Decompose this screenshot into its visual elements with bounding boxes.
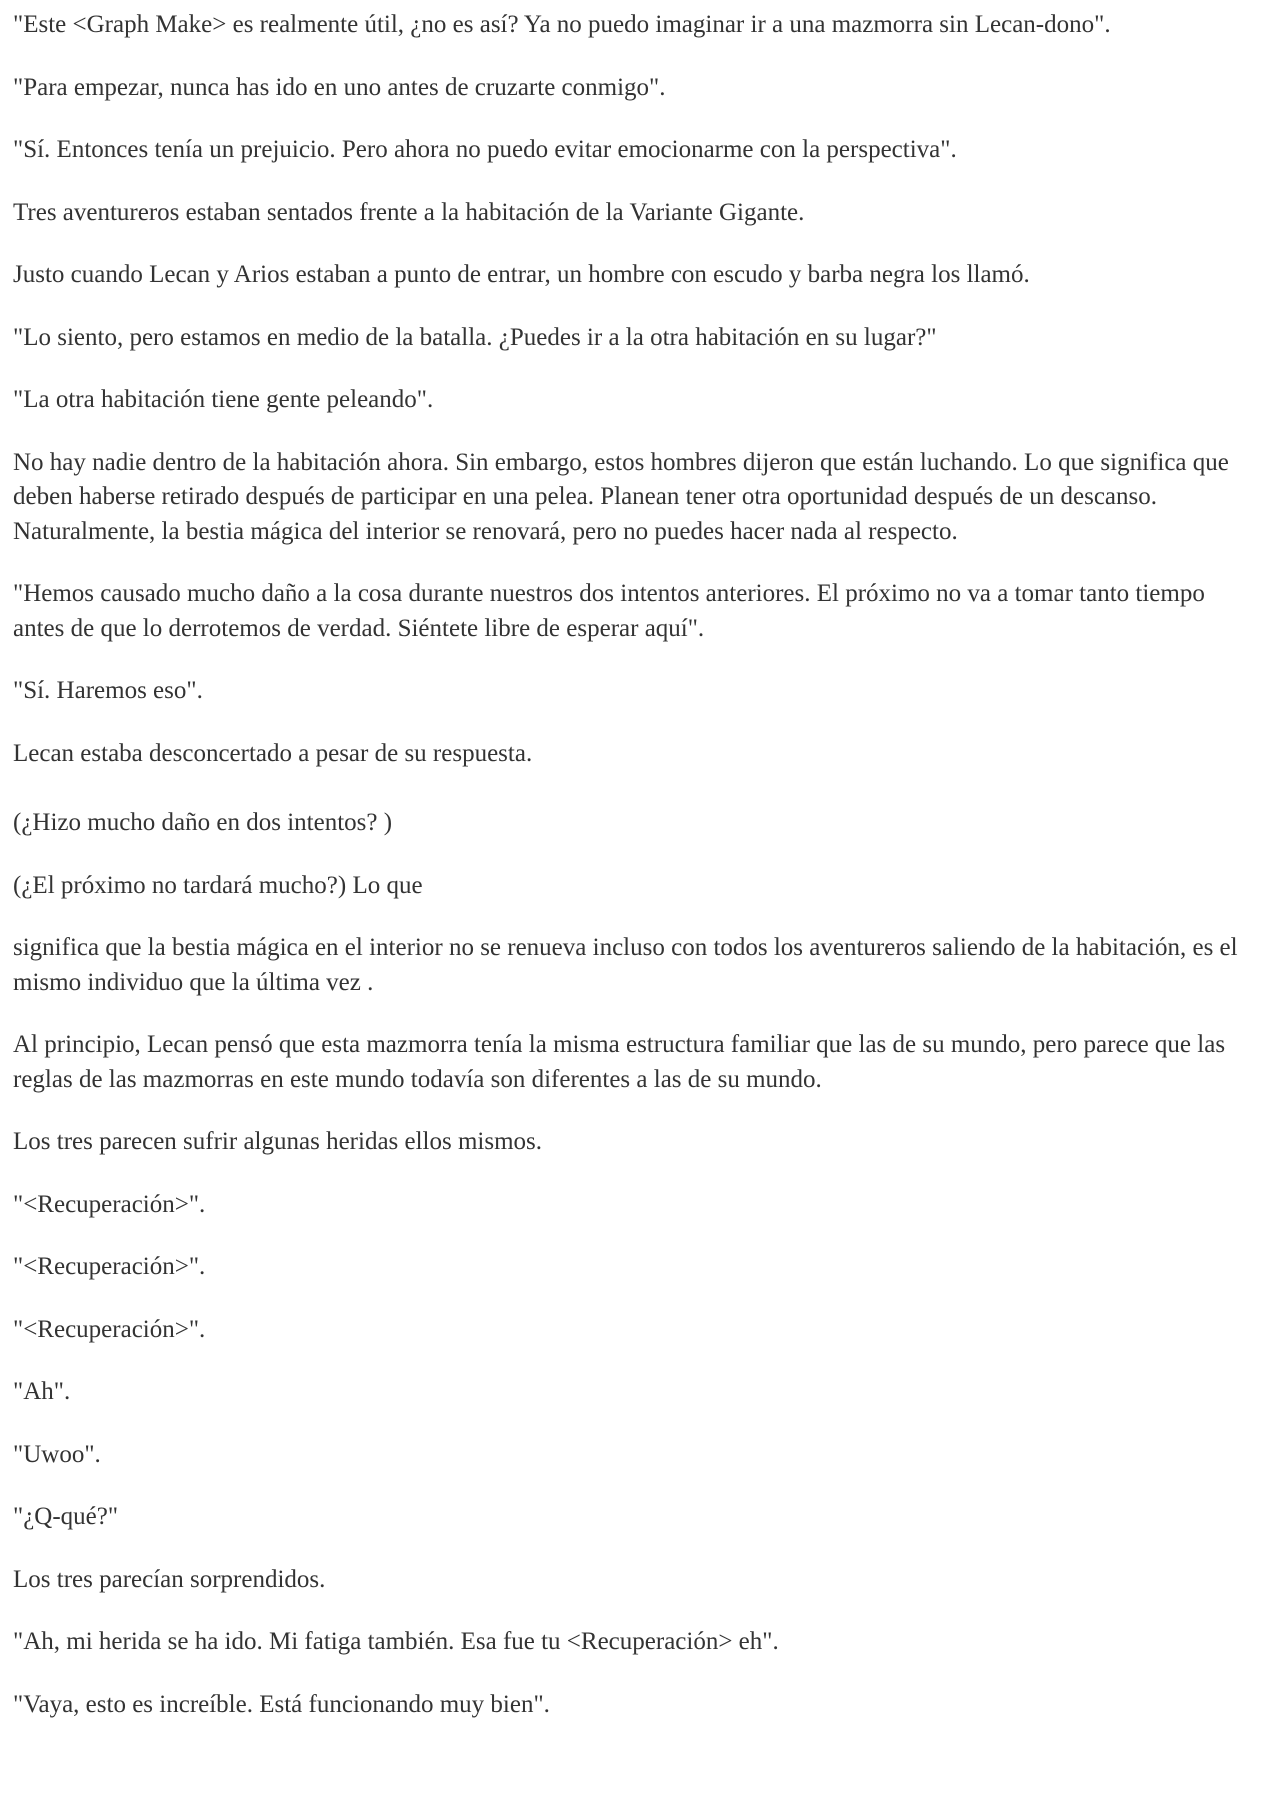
paragraph: "Hemos causado mucho daño a la cosa durante nuestros dos intentos anteriores. El próximo no va a tomar tanto tiempo antes de que lo derrotemos de verdad. Siéntete libre de esperar aquí".: [13, 580, 1205, 642]
paragraph: significa que la bestia mágica en el interior no se renueva incluso con todos los aventureros saliendo de la habitación, es el mismo individuo que la última vez .: [13, 934, 1238, 996]
paragraph: "Lo siento, pero estamos en medio de la batalla. ¿Puedes ir a la otra habitación en su lugar?": [13, 323, 937, 351]
paragraph: "Para empezar, nunca has ido en uno antes de cruzarte conmigo".: [13, 73, 666, 101]
paragraph: "Sí. Haremos eso".: [13, 677, 203, 704]
paragraph: "<Recuperación>".: [13, 1315, 206, 1343]
paragraph: (¿El próximo no tardará mucho?) Lo que: [13, 871, 423, 899]
paragraph: "Vaya, esto es increíble. Está funcionando muy bien".: [13, 1690, 550, 1718]
paragraph: Justo cuando Lecan y Arios estaban a punto de entrar, un hombre con escudo y barba negra los llamó.: [13, 261, 1030, 288]
paragraph: "¿Q-qué?": [13, 1503, 119, 1530]
paragraph: "<Recuperación>".: [13, 1253, 206, 1280]
paragraph: "Ah".: [13, 1378, 71, 1405]
paragraph: Los tres parecen sufrir algunas heridas ellos mismos.: [13, 1128, 543, 1155]
paragraph: "Este <Graph Make> es realmente útil, ¿no es así? Ya no puedo imaginar ir a una mazmorra sin Lecan-dono".: [13, 11, 1111, 38]
paragraph: "<Recuperación>".: [13, 1190, 206, 1218]
paragraph: Lecan estaba desconcertado a pesar de su respuesta.: [13, 739, 533, 767]
paragraph: Tres aventureros estaban sentados frente a la habitación de la Variante Gigante.: [13, 198, 805, 226]
paragraph: Al principio, Lecan pensó que esta mazmorra tenía la misma estructura familiar que las de su mundo, pero parece que las reglas de las mazmorras en este mundo todavía son diferentes a las de su mundo.: [13, 1031, 1226, 1093]
paragraph: Los tres parecían sorprendidos.: [13, 1565, 326, 1593]
paragraph: (¿Hizo mucho daño en dos intentos? ): [13, 809, 393, 836]
paragraph: "La otra habitación tiene gente peleando".: [13, 386, 434, 413]
paragraph: "Sí. Entonces tenía un prejuicio. Pero ahora no puedo evitar emocionarme con la perspectiva".: [13, 136, 957, 163]
paragraph: "Ah, mi herida se ha ido. Mi fatiga también. Esa fue tu <Recuperación> eh".: [13, 1628, 779, 1655]
paragraph: "Uwoo".: [13, 1440, 101, 1468]
paragraph: No hay nadie dentro de la habitación ahora. Sin embargo, estos hombres dijeron que están luchando. Lo que significa que deben haberse retirado después de participar en una pelea. Planean tener otra oportunidad después de un descanso. Naturalmente, la bestia mágica del interior se renovará, pero no puedes hacer nada al respecto.: [13, 448, 1229, 545]
